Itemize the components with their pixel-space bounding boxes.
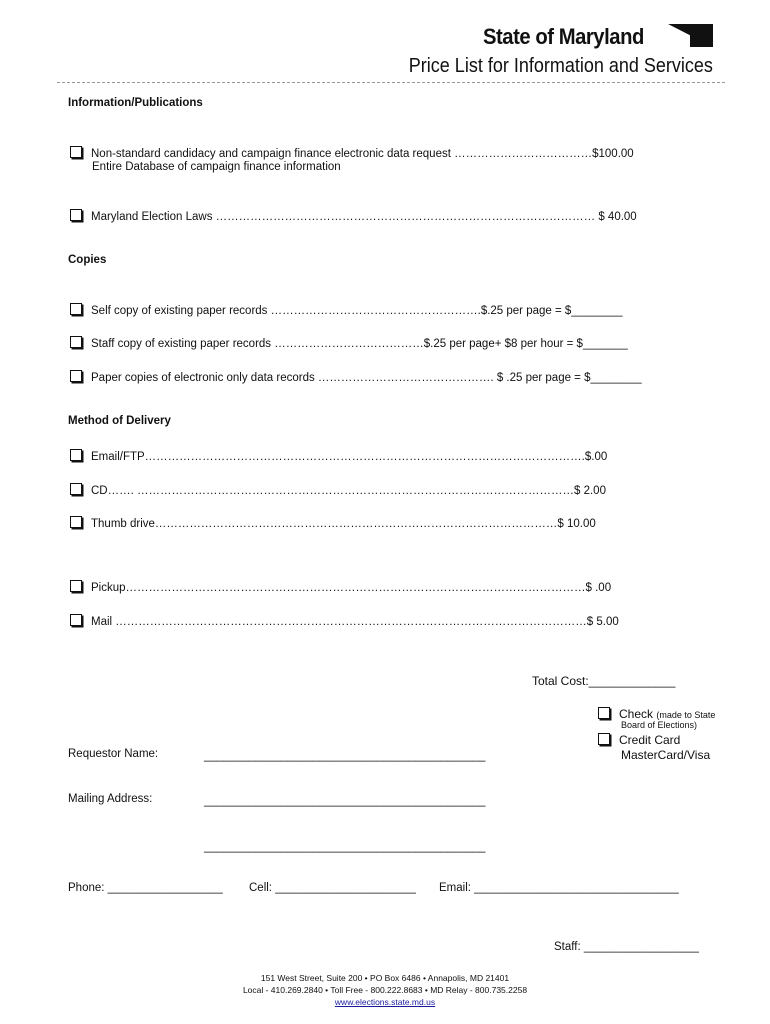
item-paper-copies <box>70 370 642 384</box>
checkbox-nonstandard[interactable] <box>70 146 82 158</box>
item-email-label: Email/FTP…………………………………………………………………………………………………….$.00 <box>91 451 608 463</box>
staff-field[interactable]: Staff: __________________ <box>554 941 699 953</box>
checkbox-self-copy[interactable] <box>70 303 82 315</box>
checkbox-pickup[interactable] <box>70 580 82 592</box>
checkbox-check[interactable] <box>598 707 610 719</box>
item-self-copy-label: Self copy of existing paper records ……………………………………………….$.25 per page = $________ <box>91 305 623 317</box>
total-cost-field[interactable]: Total Cost:_____________ <box>532 674 676 688</box>
website-link[interactable]: www.elections.state.md.us <box>334 997 436 1007</box>
item-nonstandard-sub: Entire Database of campaign finance information <box>92 161 341 173</box>
checkbox-email[interactable] <box>70 449 82 461</box>
section-heading-info: Information/Publications <box>68 97 203 109</box>
item-laws-label: Maryland Election Laws ……………………………………………………………………………………… $ 40.00 <box>91 211 637 223</box>
payment-check-note-2: Board of Elections) <box>621 720 698 730</box>
item-pickup <box>70 580 611 594</box>
payment-mastercard-visa: MasterCard/Visa <box>621 748 711 762</box>
item-laws <box>70 209 637 223</box>
item-nonstandard-label: Non-standard candidacy and campaign finance electronic data request ………………………………$100.00 <box>91 148 634 160</box>
checkbox-thumb-drive[interactable] <box>70 516 82 528</box>
footer-website <box>0 997 770 1007</box>
phone-field[interactable]: Phone: __________________ <box>68 882 223 894</box>
checkbox-laws[interactable] <box>70 209 82 221</box>
item-staff-copy-label: Staff copy of existing paper records …………………………………$.25 per page+ $8 per hour = $_______ <box>91 338 628 350</box>
header-divider <box>57 82 725 83</box>
item-paper-copies-label: Paper copies of electronic only data records ………………………………………. $ .25 per page = $________ <box>91 372 642 384</box>
item-cd <box>70 483 606 497</box>
section-heading-delivery: Method of Delivery <box>68 415 171 427</box>
item-thumb-drive <box>70 516 596 530</box>
item-staff-copy <box>70 336 628 350</box>
checkbox-mail[interactable] <box>70 614 82 626</box>
item-mail <box>70 614 619 628</box>
requestor-name-label: Requestor Name: <box>68 748 159 760</box>
checkbox-staff-copy[interactable] <box>70 336 82 348</box>
item-self-copy <box>70 303 622 317</box>
footer-phones: Local - 410.269.2840 • Toll Free - 800.222.8683 • MD Relay - 800.735.2258 <box>242 985 528 995</box>
requestor-name-field[interactable]: ____________________________________________ <box>204 750 486 762</box>
mailing-address-field-2[interactable]: ____________________________________________ <box>204 841 486 853</box>
section-heading-copies: Copies <box>68 254 107 266</box>
page-subtitle: Price List for Information and Services <box>408 55 713 77</box>
payment-check <box>598 707 715 721</box>
corner-decoration-block <box>690 24 713 47</box>
checkbox-credit-card[interactable] <box>598 733 610 745</box>
payment-credit <box>598 733 680 747</box>
checkbox-paper-copies[interactable] <box>70 370 82 382</box>
page-title: State of Maryland <box>483 24 644 49</box>
item-mail-label: Mail ……………………………………………………………………………………………………………$ 5.00 <box>91 616 619 628</box>
email-field[interactable]: Email: ________________________________ <box>439 882 679 894</box>
mailing-address-label: Mailing Address: <box>68 793 153 805</box>
cell-field[interactable]: Cell: ______________________ <box>249 882 416 894</box>
item-nonstandard <box>70 146 634 160</box>
item-cd-label: CD……. ……………………………………………………………………………………………………$ 2.00 <box>91 485 606 497</box>
item-pickup-label: Pickup…………………………………………………………………………………………………………$ .00 <box>91 582 612 594</box>
payment-check-note: (made to State <box>656 710 716 720</box>
payment-credit-label: Credit Card <box>619 733 681 747</box>
mailing-address-field[interactable]: ____________________________________________ <box>204 795 486 807</box>
checkbox-cd[interactable] <box>70 483 82 495</box>
footer-address: 151 West Street, Suite 200 • PO Box 6486 • Annapolis, MD 21401 <box>260 973 510 983</box>
item-thumb-drive-label: Thumb drive……………………………………………………………………………………………$ 10.00 <box>91 518 596 530</box>
item-email <box>70 449 607 463</box>
payment-check-label: Check <box>619 707 654 721</box>
